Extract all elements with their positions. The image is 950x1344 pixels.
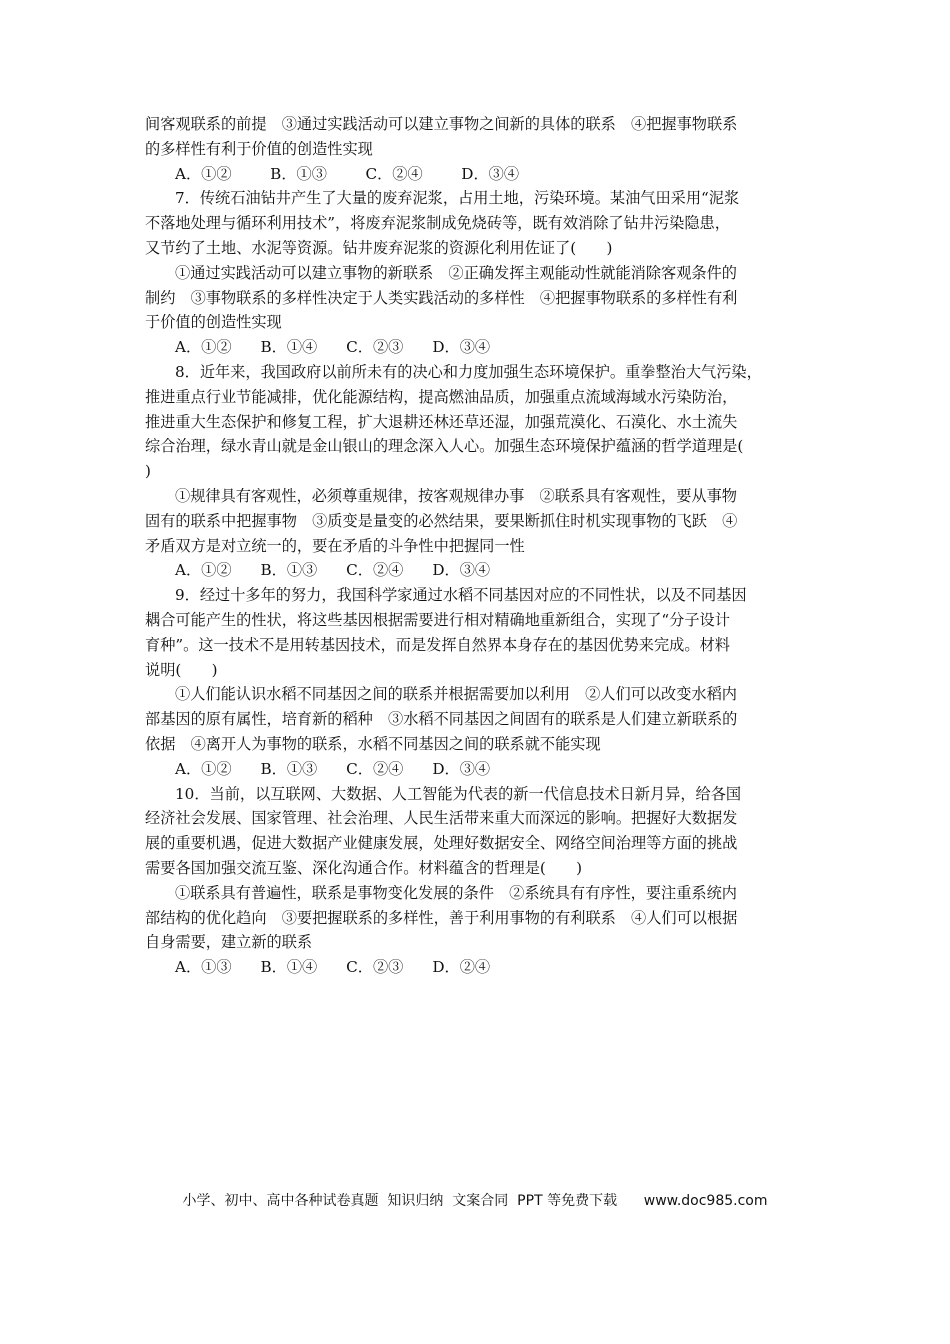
text-line: 经济社会发展、国家管理、社会治理、人民生活带来重大而深远的影响。把握好大数据发: [145, 809, 738, 828]
text-line: 固有的联系中把握事物 ③质变是量变的必然结果，要果断抓住时机实现事物的飞跃 ④: [145, 511, 738, 530]
text-line: 不落地处理与循环利用技术”，将废弃泥浆制成免烧砖等，既有效消除了钻井污染隐患，: [145, 214, 730, 233]
text-line: 又节约了土地、水泥等资源。钻井废弃泥浆的资源化利用佐证了( ): [145, 238, 613, 257]
answer-options: A．①② B．①③ C．②④ D．③④: [175, 759, 491, 778]
text-line: 依据 ④离开人为事物的联系，水稻不同基因之间的联系就不能实现: [145, 734, 601, 753]
text-line: 展的重要机遇，促进大数据产业健康发展，处理好数据安全、网络空间治理等方面的挑战: [145, 834, 738, 853]
text-line: 9．经过十多年的努力，我国科学家通过水稻不同基因对应的不同性状，以及不同基因: [175, 586, 747, 605]
text-line: 育种”。这一技术不是用转基因技术，而是发挥自然界本身存在的基因优势来完成。材料: [145, 635, 730, 654]
text-line: ①人们能认识水稻不同基因之间的联系并根据需要加以利用 ②人们可以改变水稻内: [175, 685, 737, 704]
text-line: 耦合可能产生的性状，将这些基因根据需要进行相对精确地重新组合，实现了“分子设计: [145, 610, 730, 629]
text-line: ): [145, 462, 151, 481]
text-line: 说明( ): [145, 660, 218, 679]
text-line: 部结构的优化趋向 ③要把握联系的多样性，善于利用事物的有利联系 ④人们可以根据: [145, 908, 738, 927]
text-line: ①联系具有普遍性，联系是事物变化发展的条件 ②系统具有有序性，要注重系统内: [175, 883, 737, 902]
text-line: 推进重大生态保护和修复工程，扩大退耕还林还草还湿，加强荒漠化、石漠化、水土流失: [145, 412, 738, 431]
answer-options: A．①③ B．①④ C．②③ D．②④: [175, 958, 491, 977]
text-line: 10．当前，以互联网、大数据、人工智能为代表的新一代信息技术日新月异，给各国: [175, 784, 742, 803]
text-line: 矛盾双方是对立统一的，要在矛盾的斗争性中把握同一性: [145, 536, 525, 555]
text-line: 推进重点行业节能减排，优化能源结构，提高燃油品质，加强重点流域海域水污染防治，: [145, 387, 738, 406]
answer-options: A．①② B．①③ C．②④ D．③④: [175, 561, 491, 580]
page-footer: 小学、初中、高中各种试卷真题 知识归纳 文案合同 PPT 等免费下载 www.doc985.com: [182, 1193, 768, 1209]
answer-options: A．①② B．①④ C．②③ D．③④: [175, 338, 491, 357]
text-line: ①规律具有客观性，必须尊重规律，按客观规律办事 ②联系具有客观性，要从事物: [175, 486, 737, 505]
text-line: 间客观联系的前提 ③通过实践活动可以建立事物之间新的具体的联系 ④把握事物联系: [145, 115, 738, 133]
text-line: 自身需要，建立新的联系: [145, 933, 313, 952]
text-line: ①通过实践活动可以建立事物的新联系 ②正确发挥主观能动性就能消除客观条件的: [175, 263, 737, 282]
text-line: 7．传统石油钻井产生了大量的废弃泥浆，占用土地，污染环境。某油气田采用“泥浆: [175, 189, 740, 208]
text-line: 制约 ③事物联系的多样性决定于人类实践活动的多样性 ④把握事物联系的多样性有利: [145, 288, 738, 307]
answer-options: A．①② B．①③ C．②④ D．③④: [175, 164, 520, 183]
document-body: [145, 112, 815, 980]
text-line: 部基因的原有属性，培育新的稻种 ③水稻不同基因之间固有的联系是人们建立新联系的: [145, 710, 738, 729]
text-line: 需要各国加强交流互鉴、深化沟通合作。材料蕴含的哲理是( ): [145, 858, 583, 877]
text-line: 于价值的创造性实现: [145, 313, 282, 332]
text-line: 8．近年来，我国政府以前所未有的决心和力度加强生态环境保护。重拳整治大气污染，: [175, 362, 762, 381]
text-line: 的多样性有利于价值的创造性实现: [145, 139, 373, 158]
text-line: 综合治理，绿水青山就是金山银山的理念深入人心。加强生态环境保护蕴涵的哲学道理是(: [145, 437, 744, 456]
